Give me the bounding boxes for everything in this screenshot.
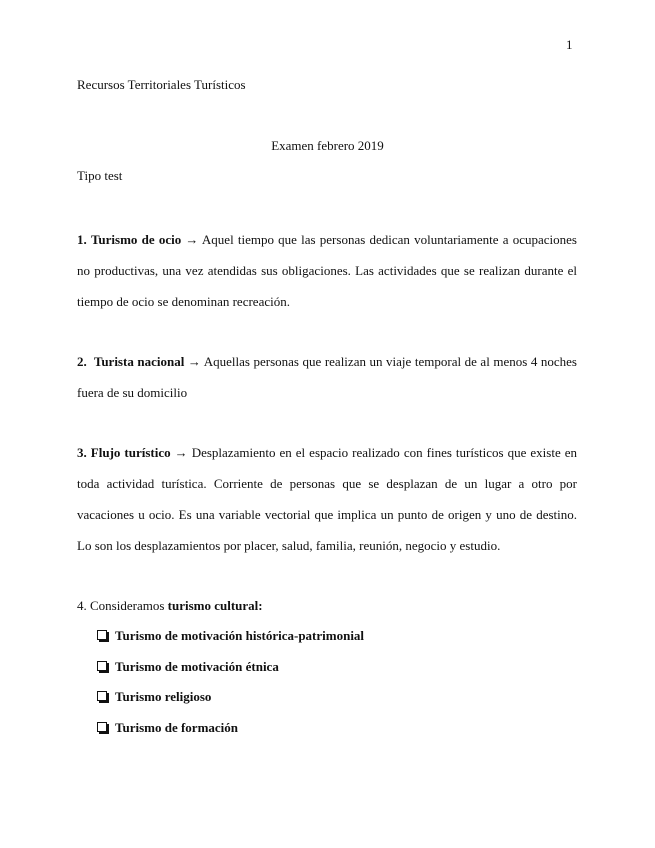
- checkbox-bullet-icon: [97, 661, 107, 671]
- question-1-definition: Aquel tiempo que las personas dedican voluntariamente a ocupaciones no productivas, una vez atendidas sus obligaciones. Las actividades que se realizan durante el tiempo de ocio se denominan recreación.: [77, 232, 577, 309]
- checkbox-bullet-icon: [97, 691, 107, 701]
- arrow-icon: →: [174, 445, 188, 460]
- arrow-icon: →: [187, 354, 201, 369]
- question-1-number: 1.: [77, 232, 87, 247]
- list-item: [97, 652, 364, 683]
- list-item-label: Turismo de motivación étnica: [115, 658, 279, 674]
- question-3: [77, 437, 577, 561]
- question-2-definition: Aquellas personas que realizan un viaje temporal de al menos 4 noches fuera de su domicilio: [77, 354, 577, 400]
- question-3-number: 3.: [77, 445, 87, 460]
- question-2: [77, 346, 577, 408]
- page-number: 1: [566, 37, 573, 52]
- question-3-definition: Desplazamiento en el espacio realizado con fines turísticos que existe en toda actividad turística. Corriente de personas que se desplazan de un lugar a otro por vacaciones u ocio. Es una variable vectorial que implica un punto de origen y uno de destino. Lo son los desplazamientos por placer, salud, familia, reunión, negocio y estudio.: [77, 445, 578, 553]
- checkbox-bullet-icon: [97, 630, 107, 640]
- list-item: [97, 713, 364, 744]
- question-4-prefix: 4. Consideramos: [77, 598, 165, 613]
- question-1-term: Turismo de ocio: [90, 232, 182, 247]
- checkbox-bullet-icon: [97, 722, 107, 732]
- question-4-list: [97, 621, 364, 743]
- question-3-term: Flujo turístico: [90, 445, 171, 460]
- list-item: [97, 682, 364, 713]
- question-2-number: 2.: [77, 354, 87, 369]
- question-4: [77, 590, 577, 621]
- list-item-label: Turismo religioso: [115, 689, 212, 704]
- exam-type: Tipo test: [77, 168, 123, 183]
- list-item-label: Turismo de formación: [115, 719, 239, 735]
- question-2-term: Turista nacional: [93, 354, 185, 369]
- exam-title: Examen febrero 2019: [271, 138, 384, 153]
- arrow-icon: →: [185, 232, 199, 247]
- question-1: [77, 224, 577, 317]
- list-item: [97, 621, 364, 652]
- list-item-label: Turismo de motivación histórica-patrimonial: [115, 628, 365, 643]
- course-title: Recursos Territoriales Turísticos: [77, 77, 246, 92]
- question-4-term: turismo cultural:: [167, 598, 263, 613]
